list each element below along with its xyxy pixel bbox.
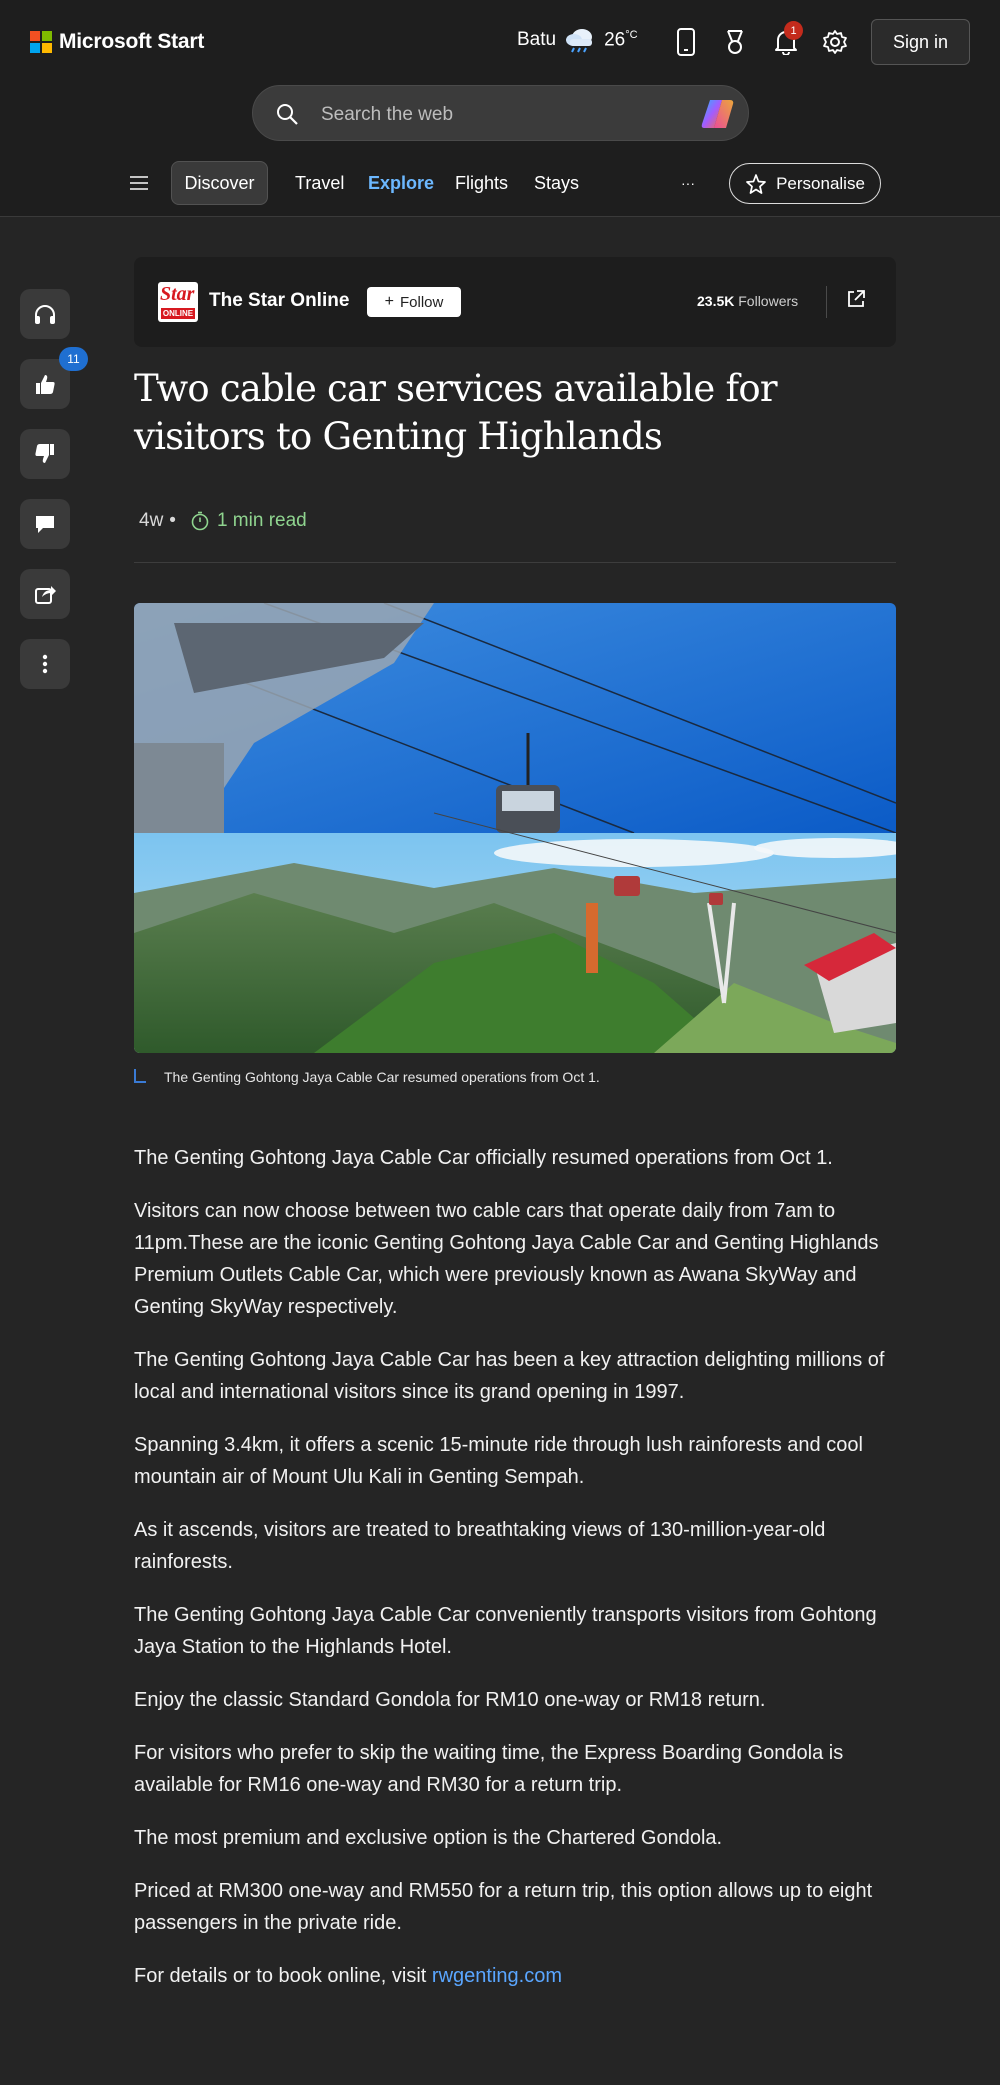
notification-badge: 1 bbox=[784, 21, 803, 40]
weather-temperature: $26^{^\circ C}$ bbox=[604, 28, 638, 51]
comment-button[interactable] bbox=[20, 499, 70, 549]
stopwatch-icon bbox=[190, 511, 210, 531]
image-caption: The Genting Gohtong Jaya Cable Car resumed operations from Oct 1. bbox=[164, 1069, 600, 1085]
comment-icon bbox=[34, 513, 56, 535]
separator-dot: • bbox=[169, 510, 176, 531]
rain-cloud-icon bbox=[564, 27, 596, 53]
external-link-icon[interactable] bbox=[846, 289, 866, 309]
thumbs-down-icon bbox=[34, 443, 56, 465]
paragraph: Spanning 3.4km, it offers a scenic 15-minute ride through lush rainforests and cool mountain air of Mount Ulu Kali in Genting Sempah. bbox=[134, 1434, 863, 1488]
hamburger-menu-icon[interactable] bbox=[130, 160, 148, 206]
weather-widget[interactable] bbox=[517, 27, 638, 53]
article-age: 4w bbox=[139, 510, 164, 531]
dislike-button[interactable] bbox=[20, 429, 70, 479]
vertical-dots-icon bbox=[42, 654, 48, 674]
closing-paragraph: For details or to book online, visit rwgenting.com bbox=[134, 1965, 562, 1987]
caption-marker bbox=[134, 1069, 146, 1083]
microsoft-logo-icon bbox=[30, 31, 52, 53]
headphones-icon bbox=[33, 303, 57, 325]
rewards-trophy-icon[interactable] bbox=[717, 24, 753, 60]
paragraph: The Genting Gohtong Jaya Cable Car officially resumed operations from Oct 1. bbox=[134, 1147, 833, 1169]
tab-explore[interactable]: Explore bbox=[368, 172, 435, 193]
search-input[interactable]: Search the web bbox=[321, 104, 454, 125]
notifications-bell-icon[interactable] bbox=[768, 24, 804, 60]
more-menu-button[interactable]: ··· bbox=[681, 175, 695, 191]
tab-discover[interactable]: Discover bbox=[171, 161, 268, 205]
article-body bbox=[134, 1142, 904, 2013]
brand-name: Microsoft Start bbox=[59, 30, 205, 53]
paragraph: Enjoy the classic Standard Gondola for RM10 one-way or RM18 return. bbox=[134, 1689, 766, 1711]
search-bar[interactable] bbox=[252, 85, 749, 141]
followers-count: 23.5K Followers bbox=[697, 293, 799, 309]
read-time: 1 min read bbox=[190, 510, 307, 532]
settings-gear-icon[interactable] bbox=[817, 24, 853, 60]
tab-flights[interactable]: Flights bbox=[455, 172, 509, 193]
hero-image[interactable] bbox=[134, 603, 896, 1053]
paragraph: Visitors can now choose between two cable cars that operate daily from 7am to 11pm.These are the iconic Genting Gohtong Jaya Cable Car and Genting Highlands Premium Outlets Cable Car, which were previously known as Awana SkyWay and Genting SkyWay respectively. bbox=[134, 1200, 879, 1318]
share-icon bbox=[34, 583, 56, 605]
tab-travel[interactable]: Travel bbox=[295, 172, 345, 193]
brand-logo[interactable] bbox=[30, 30, 204, 54]
article-meta bbox=[139, 510, 307, 532]
publisher-bar bbox=[134, 257, 896, 347]
tab-stays[interactable]: Stays bbox=[534, 172, 580, 193]
article-title: Two cable car services available for visitors to Genting Highlands bbox=[134, 367, 777, 458]
paragraph: For visitors who prefer to skip the waiting time, the Express Boarding Gondola is available for RM16 one-way and RM30 for a return trip. bbox=[134, 1742, 844, 1796]
personalise-label: Personalise bbox=[776, 173, 865, 193]
plus-icon: + bbox=[384, 293, 394, 310]
paragraph: The Genting Gohtong Jaya Cable Car conveniently transports visitors from Gohtong Jaya Station to the Highlands Hotel. bbox=[134, 1604, 877, 1658]
follow-button[interactable] bbox=[367, 287, 461, 317]
like-count-badge: 11 bbox=[59, 347, 88, 371]
rwgenting-link[interactable]: rwgenting.com bbox=[431, 1965, 562, 1987]
share-button[interactable] bbox=[20, 569, 70, 619]
top-bar bbox=[0, 0, 1000, 217]
paragraph: As it ascends, visitors are treated to breathtaking views of 130-million-year-old rainforests. bbox=[134, 1519, 826, 1573]
publisher-logo[interactable]: Star ONLINE bbox=[158, 282, 198, 322]
copilot-icon[interactable] bbox=[700, 97, 736, 131]
phone-icon[interactable] bbox=[668, 24, 704, 60]
personalise-button[interactable] bbox=[729, 163, 881, 204]
divider bbox=[134, 562, 896, 563]
paragraph: The most premium and exclusive option is the Chartered Gondola. bbox=[134, 1827, 723, 1849]
weather-location: Batu bbox=[517, 29, 557, 50]
sign-in-button[interactable]: Sign in bbox=[871, 19, 970, 65]
search-icon bbox=[275, 102, 299, 126]
paragraph: The Genting Gohtong Jaya Cable Car has been a key attraction delighting millions of local and international visitors since its grand opening in 1997. bbox=[134, 1349, 885, 1403]
category-nav bbox=[0, 160, 1000, 206]
listen-button[interactable] bbox=[20, 289, 70, 339]
more-options-button[interactable] bbox=[20, 639, 70, 689]
paragraph: Priced at RM300 one-way and RM550 for a return trip, this option allows up to eight passengers in the private ride. bbox=[134, 1880, 873, 1934]
sparkle-star-icon bbox=[745, 173, 767, 195]
publisher-name[interactable]: The Star Online bbox=[209, 290, 350, 311]
thumbs-up-icon bbox=[34, 373, 56, 395]
divider bbox=[826, 286, 827, 318]
follow-label: Follow bbox=[399, 293, 444, 311]
